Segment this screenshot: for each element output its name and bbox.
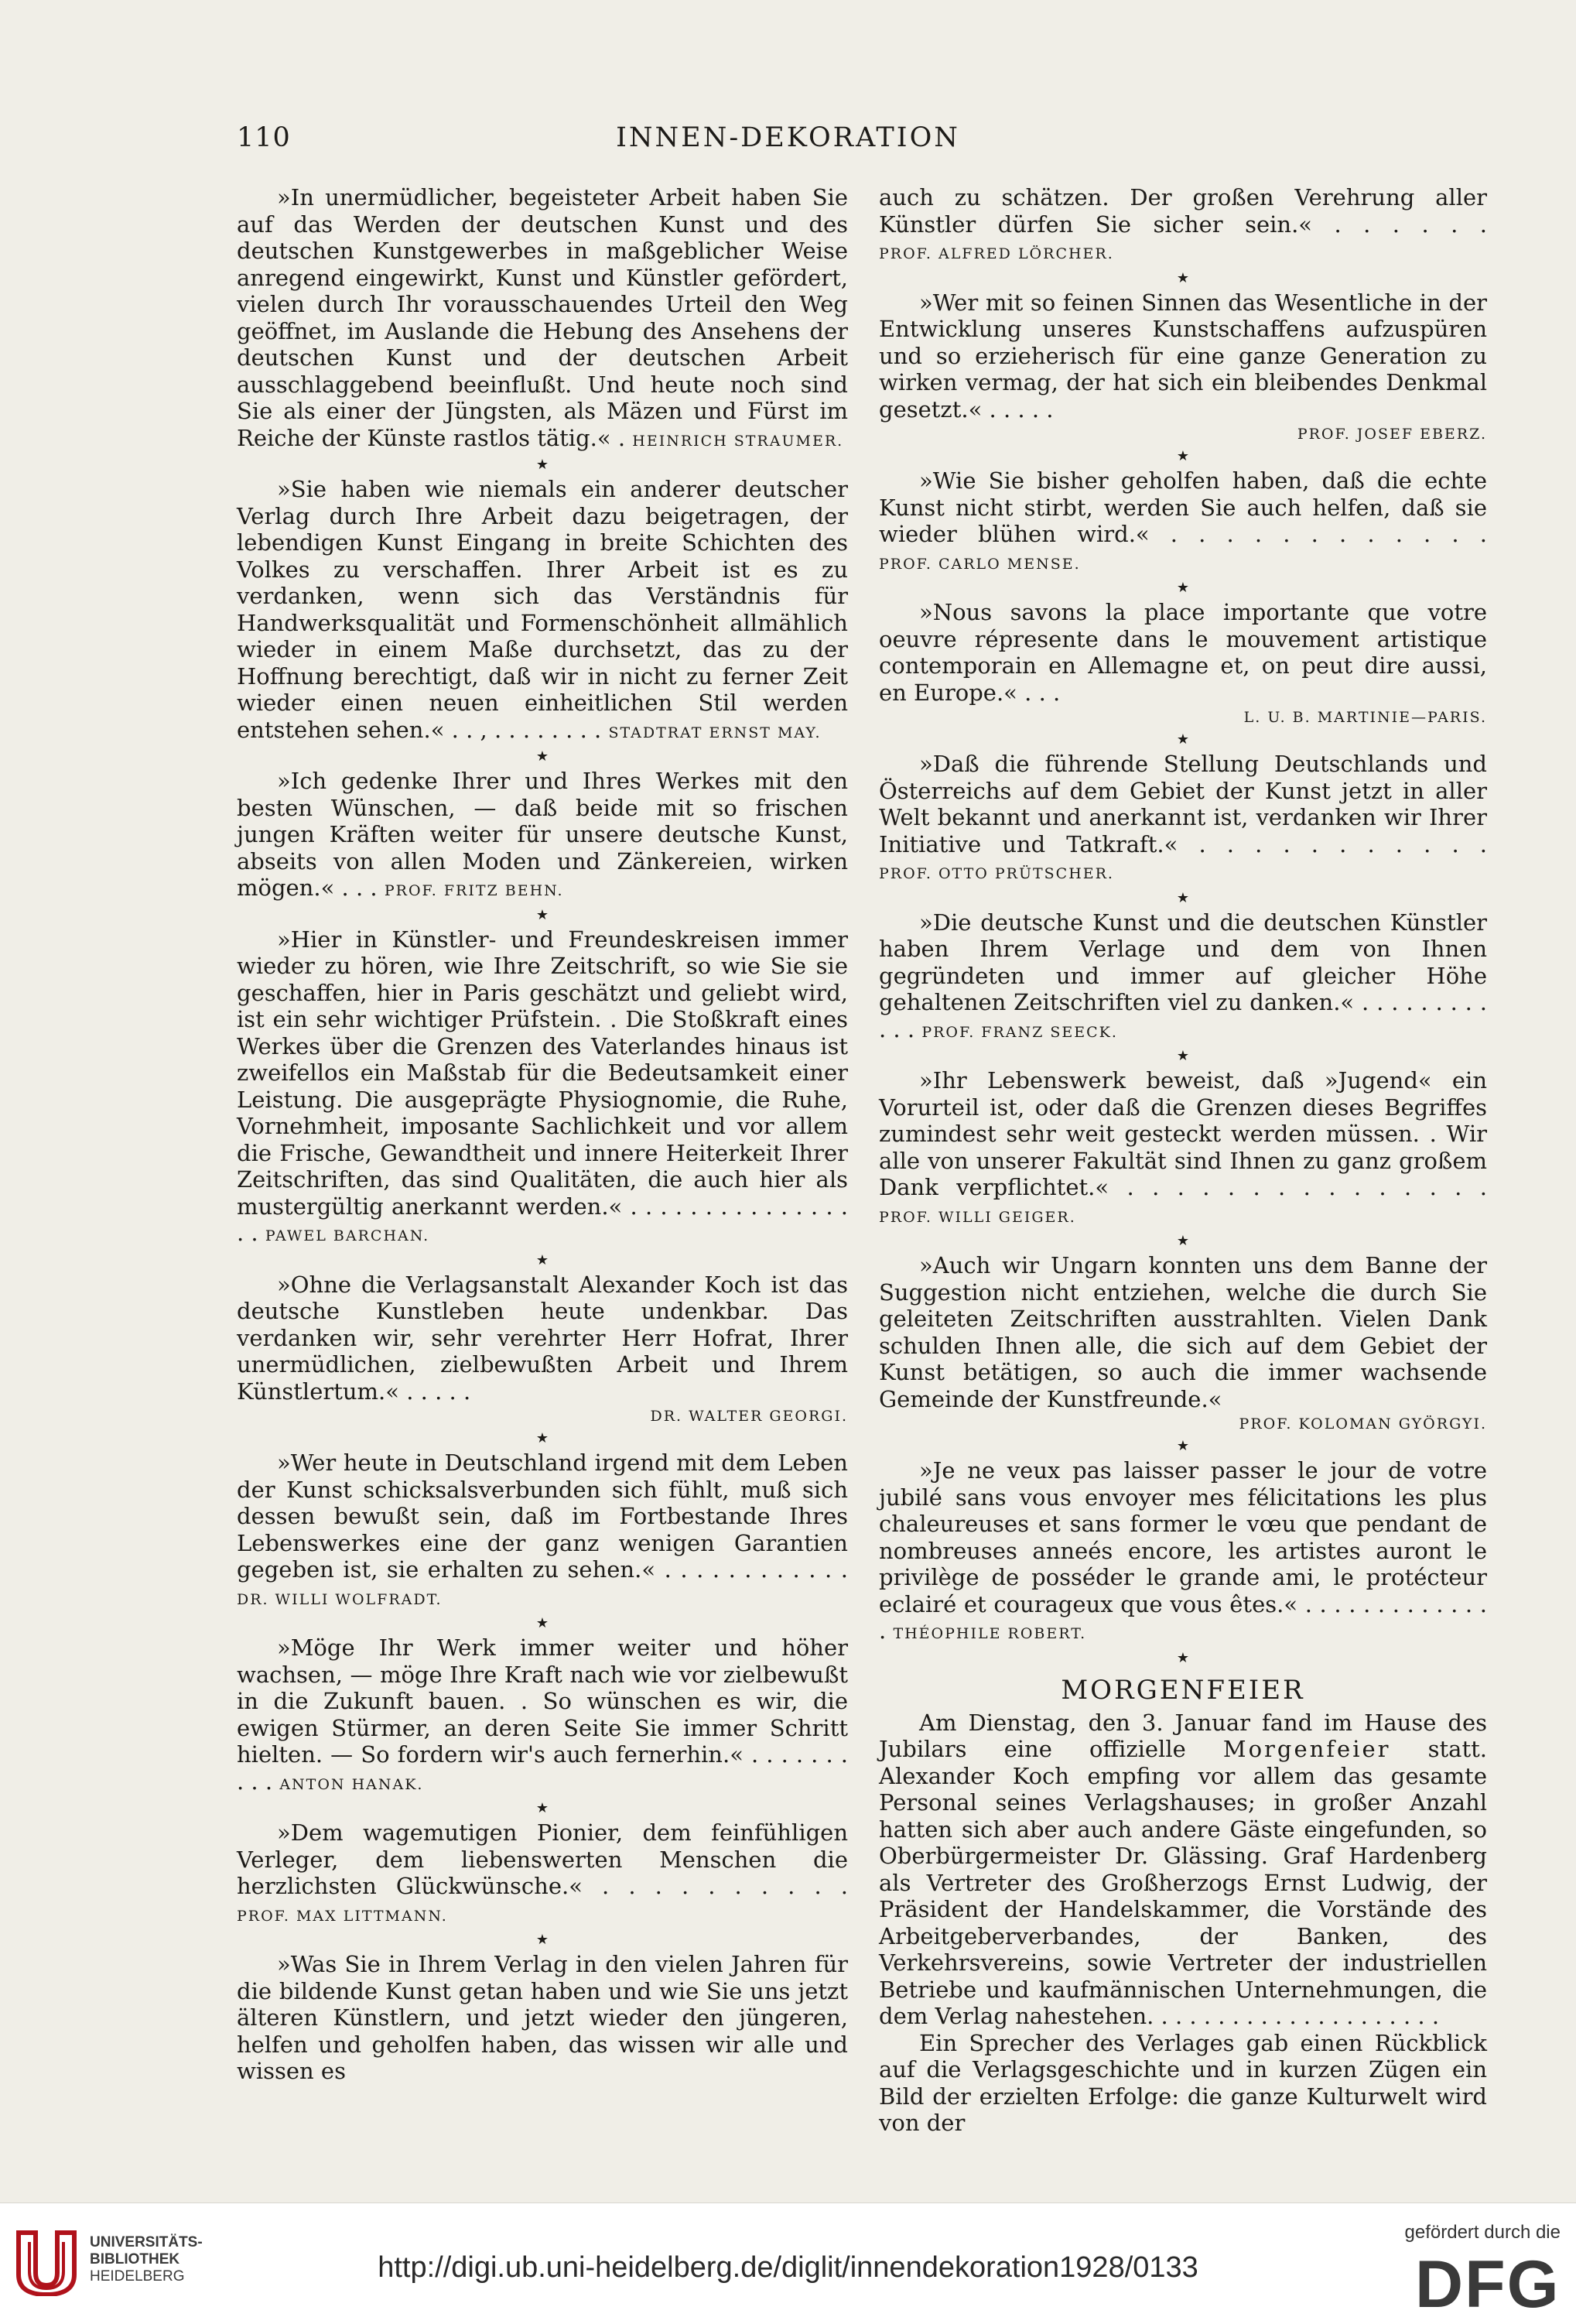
testimonial-signature: PROF. KOLOMAN GYÖRGYI. bbox=[1239, 1415, 1487, 1432]
section-star: ★ bbox=[1176, 731, 1190, 748]
report-text: Am Dienstag, den 3. Januar fand im Hause des Jubilars eine offizielle bbox=[879, 1709, 1487, 1762]
testimonial-text: »Ohne die Verlagsanstalt Alexander Koch ist das deutsche Kunstleben heute undenkbar. Das verdanken wir, sehr verehrter Herr Hofrat, Ihrer unermüdlichen, zielbewußten Arbeit und Ihrem Künstlertum.« . . . . . bbox=[237, 1271, 848, 1405]
section-star: ★ bbox=[1176, 889, 1190, 906]
testimonial-paragraph bbox=[879, 1252, 1487, 1412]
testimonial-text: »Auch wir Ungarn konnten uns dem Banne der Suggestion nicht entziehen, welche die durch Sie geleiteten Zeitschriften ausstrahlten. Vielen Dank schulden Ihnen alle, die sich auf dem Gebiet der Kunst betätigen, so auch die immer wachsende Gemeinde der Kunstfreunde.« bbox=[879, 1252, 1487, 1412]
testimonial-signature: PROF. OTTO PRÜTSCHER. bbox=[879, 865, 1114, 882]
testimonial-text: »In unermüdlicher, begeisteter Arbeit haben Sie auf das Werden der deutschen Kunst und des deutschen Kunstgewerbes in maßgeblicher Weise anregend eingewirkt, Kunst und Künstler gefördert, vielen durch Ihr vorausschauendes Urteil den Weg geöffnet, im Auslande die Hebung des Ansehens der deutschen Kunst und der deutschen Arbeit ausschlaggebend beeinflußt. Und heute noch sind Sie als einer der Jüngsten, als Mäzen und Fürst im Reiche der Künste rastlos tätig.« . bbox=[237, 184, 848, 451]
section-star: ★ bbox=[1176, 1233, 1190, 1249]
testimonial-paragraph bbox=[237, 1450, 848, 1613]
report-paragraph bbox=[879, 1710, 1487, 2030]
testimonial-signature: DR. WILLI WOLFRADT. bbox=[237, 1590, 443, 1608]
section-heading: MORGENFEIER bbox=[1061, 1674, 1305, 1706]
section-star: ★ bbox=[1176, 1649, 1190, 1666]
testimonial-paragraph bbox=[237, 768, 848, 905]
testimonial-paragraph bbox=[237, 476, 848, 746]
testimonial-text: »Sie haben wie niemals ein anderer deutscher Verlag durch Ihre Arbeit dazu beigetragen, der lebendigen Kunst Eingang in breite Schichten des Volkes zu verschaffen. Ihrer Arbeit ist es zu verdanken, wenn sich das Verständnis für Handwerksqualität und Formenschönheit allmählich wieder in einem Maße durchsetzt, das zu der Hoffnung berechtigt, daß wir in nicht zu ferner Zeit wieder einen neuen einheitlichen Stil werden entstehen sehen.« . . , . . . . . . . . bbox=[237, 476, 848, 743]
section-star: ★ bbox=[1176, 1438, 1190, 1454]
section-star: ★ bbox=[535, 1251, 549, 1268]
testimonial-signature: THÉOPHILE ROBERT. bbox=[893, 1625, 1087, 1642]
testimonial-text: »Daß die führende Stellung Deutschlands und Österreichs auf dem Gebiet der Kunst jetzt in aller Welt bekannt und anerkannt ist, verdanken wir Ihrer Initiative und Tatkraft.« . . . . . . . . . . . bbox=[879, 751, 1487, 857]
testimonial-signature: PROF. FRITZ BEHN. bbox=[384, 882, 564, 899]
section-star: ★ bbox=[1176, 580, 1190, 596]
testimonial-signature: PROF. FRANZ SEECK. bbox=[921, 1023, 1118, 1041]
dfg-logo-icon[interactable] bbox=[1415, 2253, 1561, 2313]
testimonial-signature: PROF. CARLO MENSE. bbox=[879, 555, 1081, 573]
testimonial-paragraph bbox=[879, 289, 1487, 423]
testimonial-text: »Nous savons la place importante que votre oeuvre répresente dans le mouvement artistique contemporain en Allemagne et, on peut dire aussi, en Europe.« . . . bbox=[879, 599, 1487, 706]
library-name-line-3: HEIDELBERG bbox=[90, 2268, 185, 2285]
testimonial-text: »Die deutsche Kunst und die deutschen Künstler haben Ihrem Verlage und dem von Ihnen gegründeten und immer auf gleicher Höhe gehaltenen Zeitschriften viel zu danken.« . . . . . . . . . . . . bbox=[879, 909, 1487, 1042]
testimonial-signature: PAWEL BARCHAN. bbox=[265, 1227, 430, 1244]
testimonial-signature: L. U. B. MARTINIE—PARIS. bbox=[1243, 709, 1487, 726]
testimonial-paragraph bbox=[237, 1951, 848, 2085]
testimonial-signature: PROF. ALFRED LÖRCHER. bbox=[879, 245, 1114, 262]
section-star: ★ bbox=[1176, 448, 1190, 464]
section-star: ★ bbox=[535, 1932, 549, 1948]
testimonial-signature: ANTON HANAK. bbox=[279, 1775, 424, 1793]
testimonial-text: »Ich gedenke Ihrer und Ihres Werkes mit den besten Wünschen, — daß beide mit so frischen jungen Kräften weiter für unsere deutsche Kunst, abseits von allen Moden und Zänkereien, wirken mögen.« . . . bbox=[237, 768, 848, 901]
testimonial-signature: PROF. WILLI GEIGER. bbox=[879, 1208, 1076, 1226]
testimonial-text: »Möge Ihr Werk immer weiter und höher wachsen, — möge Ihre Kraft nach wie vor zielbewußt in die Zukunft bauen. . So wünschen es wir, die ewigen Stürmer, an deren Seite Sie immer Schritt hielten. — So fordern wir's auch fernerhin.« . . . . . . . . . . bbox=[237, 1634, 848, 1795]
section-star: ★ bbox=[535, 906, 549, 923]
testimonial-paragraph bbox=[879, 909, 1487, 1046]
report-paragraph: Ein Sprecher des Verlages gab einen Rückblick auf die Verlagsgeschichte und in kurzen Zügen ein Bild der erzielten Erfolge: die ganze Kulturwelt wird von der bbox=[879, 2029, 1487, 2136]
permalink-url[interactable]: http://digi.ub.uni-heidelberg.de/diglit/innendekoration1928/0133 bbox=[378, 2251, 1198, 2284]
testimonial-paragraph bbox=[879, 599, 1487, 706]
left-column bbox=[237, 184, 848, 2085]
testimonial-paragraph bbox=[237, 1272, 848, 1405]
testimonial-paragraph bbox=[879, 751, 1487, 888]
section-star: ★ bbox=[535, 748, 549, 765]
testimonial-text: »Je ne veux pas laisser passer le jour de votre jubilé sans vous envoyer mes félicitations les plus chaleureuses et sans former le vœu que pendant de nombreuses anneés encore, les artistes auront le privilège de posséder le grande ami, le protécteur eclairé et courageux que vous êtes.« . . . . . . . . . . . . . . bbox=[879, 1457, 1487, 1644]
testimonial-paragraph bbox=[879, 184, 1487, 268]
testimonial-text: »Wie Sie bisher geholfen haben, daß die echte Kunst nicht stirbt, werden Sie auch helfen, daß sie wieder blühen wird.« . . . . . . . . . . . . bbox=[879, 467, 1487, 547]
testimonial-paragraph bbox=[237, 926, 848, 1250]
report-emphasis: Morgenfeier bbox=[1222, 1736, 1391, 1762]
testimonial-text: »Hier in Künstler- und Freundeskreisen immer wieder zu hören, wie Ihre Zeitschrift, so wie Sie sie geschaffen, hier in Paris geschätzt und geliebt wird, ist ein sehr wichtiger Prüfstein. . Die Stoßkraft eines Werkes über die Grenzen des Vaterlandes hinaus ist zweifellos ein Maßstab für die Bedeutsamkeit einer Leistung. Die ausgeprägte Physiognomie, die Ruhe, Vornehmheit, imposante Sachlichkeit und vor allem die Frische, Gewandtheit und innere Heiterkeit Ihrer Zeitschriften, das sind Qualitäten, die auch hier als mustergültig anerkannt werden.« . . . . . . . . . . . . . . . . . bbox=[237, 926, 848, 1246]
testimonial-text: auch zu schätzen. Der großen Verehrung aller Künstler dürfen Sie sicher sein.« . . . . . . bbox=[879, 184, 1487, 238]
testimonial-paragraph bbox=[237, 184, 848, 454]
report-text: statt. Alexander Koch empfing vor allem das gesamte Personal seines Verlagshauses; in großer Anzahl hatten sich aber auch andere Gäste eingefunden, so Oberbürgermeister Dr. Glässing. Graf Hardenberg als Vertreter des Großherzogs Ernst Ludwig, der Präsident der Handelskammer, die Vorstände des Arbeitgeberverbandes, der Banken, des Verkehrsvereins, sowie Vertreter der industriellen Betriebe und kaufmännischen Unternehmungen, die dem Verlag nahestehen. . . . . . . . . . . . . . . . . . . . . bbox=[879, 1736, 1487, 2029]
testimonial-text: »Was Sie in Ihrem Verlag in den vielen Jahren für die bildende Kunst getan haben und wie Sie uns jetzt älteren Künstlern, und jetzt wieder den jüngeren, helfen und geholfen haben, das wissen wir alle und wissen es bbox=[237, 1951, 848, 2084]
section-star: ★ bbox=[1176, 269, 1190, 286]
right-column bbox=[879, 184, 1487, 2137]
testimonial-signature: HEINRICH STRAUMER. bbox=[632, 432, 844, 450]
testimonial-paragraph bbox=[879, 1457, 1487, 1648]
section-star: ★ bbox=[1176, 1048, 1190, 1064]
testimonial-signature: STADTRAT ERNST MAY. bbox=[608, 724, 822, 741]
svg-text:DFG: DFG bbox=[1415, 2253, 1561, 2313]
testimonial-text: »Wer heute in Deutschland irgend mit dem Leben der Kunst schicksalsverbunden sich fühlt, muß sich dessen bewußt sein, daß im Fortbestande Ihres Lebenswerkes eine der ganz wenigen Garantien gegeben ist, sie erhalten zu sehen.« . . . . . . . . . . . . bbox=[237, 1450, 848, 1583]
testimonial-signature: PROF. MAX LITTMANN. bbox=[237, 1907, 448, 1925]
testimonial-signature: PROF. JOSEF EBERZ. bbox=[1297, 426, 1487, 443]
testimonial-signature: DR. WALTER GEORGI. bbox=[650, 1408, 848, 1425]
testimonial-text: »Dem wagemutigen Pionier, dem feinfühligen Verleger, dem liebenswerten Menschen die herzlichsten Glückwünsche.« . . . . . . . . . . bbox=[237, 1819, 848, 1899]
library-name-line-2: BIBLIOTHEK bbox=[90, 2251, 180, 2268]
testimonial-paragraph bbox=[879, 1067, 1487, 1230]
section-star: ★ bbox=[535, 1430, 549, 1446]
funding-caption: gefördert durch die bbox=[1404, 2222, 1561, 2243]
testimonial-text: »Wer mit so feinen Sinnen das Wesentliche in der Entwicklung unseres Kunstschaffens aufzuspüren und so erzieherisch für eine ganze Generation zu wirken vermag, der hat sich ein bleibendes Denkmal gesetzt.« . . . . . bbox=[879, 289, 1487, 423]
section-star: ★ bbox=[535, 1615, 549, 1631]
section-star: ★ bbox=[535, 457, 549, 473]
testimonial-paragraph bbox=[879, 467, 1487, 577]
testimonial-paragraph bbox=[237, 1819, 848, 1929]
section-star: ★ bbox=[535, 1800, 549, 1816]
library-name-line-1: UNIVERSITÄTS- bbox=[90, 2234, 203, 2250]
testimonial-paragraph bbox=[237, 1634, 848, 1798]
page-number: 110 bbox=[237, 122, 291, 153]
running-title: INNEN-DEKORATION bbox=[616, 122, 960, 153]
footer-bar bbox=[0, 2202, 1576, 2324]
testimonial-text: »Ihr Lebenswerk beweist, daß »Jugend« ein Vorurteil ist, oder daß die Grenzen dieses Begriffes zumindest sehr weit gesteckt werden müssen. . Wir alle von unserer Fakultät sind Ihnen zu ganz großem Dank verpflichtet.« . . . . . . . . . . . . . . . bbox=[879, 1067, 1487, 1200]
